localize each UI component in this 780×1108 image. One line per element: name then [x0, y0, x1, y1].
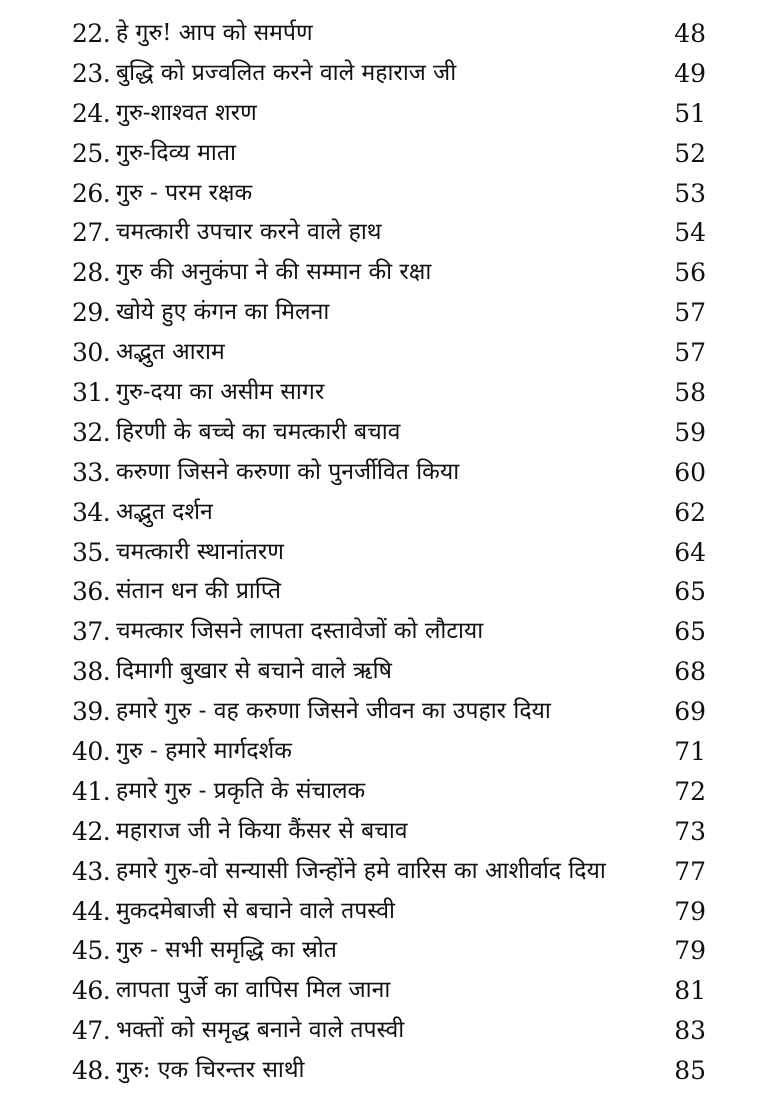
- entry-page-number: 65: [674, 577, 706, 607]
- entry-page-number: 73: [674, 816, 706, 846]
- entry-number: 31.: [72, 378, 111, 408]
- entry-page-number: 71: [674, 737, 706, 767]
- toc-entry: [0, 493, 780, 533]
- toc-entry: [0, 732, 780, 772]
- entry-page-number: 57: [674, 298, 706, 328]
- entry-number: 48.: [72, 1056, 111, 1086]
- entry-title: हिरणी के बच्चे का चमत्कारी बचाव: [116, 418, 401, 445]
- entry-title: गुरु - सभी समृद्धि का स्रोत: [116, 937, 337, 964]
- entry-title: हमारे गुरु - वह करुणा जिसने जीवन का उपहार दिया: [116, 698, 551, 725]
- entry-number: 40.: [72, 737, 111, 767]
- toc-entry: [0, 612, 780, 652]
- entry-number: 28.: [72, 258, 111, 288]
- entry-title: चमत्कारी स्थानांतरण: [116, 538, 284, 565]
- entry-page-number: 79: [674, 896, 706, 926]
- entry-number: 47.: [72, 1016, 111, 1046]
- entry-title: गुरु - परम रक्षक: [116, 179, 253, 206]
- entry-title: गुरु-शाश्वत शरण: [116, 99, 257, 126]
- toc-entry: [0, 1051, 780, 1091]
- entry-number: 30.: [72, 338, 111, 368]
- entry-number: 35.: [72, 537, 111, 567]
- entry-title: लापता पुर्जे का वापिस मिल जाना: [116, 977, 391, 1004]
- entry-title: गुरु-दिव्य माता: [116, 139, 236, 166]
- entry-title: भक्तों को समृद्ध बनाने वाले तपस्वी: [116, 1017, 405, 1044]
- toc-entry: [0, 453, 780, 493]
- entry-number: 37.: [72, 617, 111, 647]
- entry-page-number: 52: [674, 138, 706, 168]
- entry-title: हे गुरु! आप को समर्पण: [116, 20, 313, 46]
- entry-title: चमत्कार जिसने लापता दस्तावेजों को लौटाया: [116, 618, 484, 645]
- toc-entry: [0, 572, 780, 612]
- entry-number: 43.: [72, 856, 111, 886]
- table-of-contents: [0, 14, 780, 1091]
- toc-entry: [0, 134, 780, 174]
- entry-number: 39.: [72, 697, 111, 727]
- entry-number: 25.: [72, 138, 111, 168]
- entry-number: 29.: [72, 298, 111, 328]
- entry-page-number: 62: [674, 497, 706, 527]
- toc-entry: [0, 692, 780, 732]
- toc-entry: [0, 413, 780, 453]
- entry-title: मुकदमेबाजी से बचाने वाले तपस्वी: [116, 897, 395, 924]
- entry-title: अद्भुत दर्शन: [116, 498, 213, 525]
- entry-number: 38.: [72, 657, 111, 687]
- entry-page-number: 56: [674, 258, 706, 288]
- toc-entry: [0, 812, 780, 852]
- entry-page-number: 60: [674, 457, 706, 487]
- entry-number: 36.: [72, 577, 111, 607]
- toc-entry: [0, 772, 780, 812]
- entry-number: 23.: [72, 58, 111, 88]
- entry-title: महाराज जी ने किया कैंसर से बचाव: [116, 817, 408, 844]
- entry-number: 44.: [72, 896, 111, 926]
- entry-title: बुद्धि को प्रज्वलित करने वाले महाराज जी: [116, 59, 457, 86]
- entry-number: 34.: [72, 497, 111, 527]
- toc-entry: [0, 971, 780, 1011]
- entry-page-number: 48: [674, 19, 706, 48]
- entry-page-number: 64: [674, 537, 706, 567]
- toc-entry: [0, 1011, 780, 1051]
- entry-page-number: 58: [674, 378, 706, 408]
- entry-title: गुरु-दया का असीम सागर: [116, 379, 325, 406]
- entry-number: 46.: [72, 976, 111, 1006]
- entry-page-number: 54: [674, 218, 706, 248]
- entry-page-number: 57: [674, 338, 706, 368]
- toc-entry: [0, 293, 780, 333]
- toc-entry: [0, 253, 780, 293]
- entry-page-number: 72: [674, 776, 706, 806]
- entry-number: 42.: [72, 816, 111, 846]
- entry-number: 45.: [72, 936, 111, 966]
- toc-entry: [0, 533, 780, 573]
- entry-number: 32.: [72, 417, 111, 447]
- entry-number: 26.: [72, 178, 111, 208]
- entry-title: चमत्कारी उपचार करने वाले हाथ: [116, 219, 382, 246]
- entry-page-number: 49: [674, 58, 706, 88]
- toc-entry: [0, 333, 780, 373]
- toc-entry: [0, 852, 780, 892]
- entry-page-number: 79: [674, 936, 706, 966]
- entry-page-number: 59: [674, 417, 706, 447]
- entry-title: खोये हुए कंगन का मिलना: [116, 299, 330, 326]
- entry-page-number: 51: [674, 98, 706, 128]
- entry-title: गुरु: एक चिरन्तर साथी: [116, 1057, 305, 1084]
- toc-entry: [0, 54, 780, 94]
- entry-page-number: 68: [674, 657, 706, 687]
- entry-page-number: 81: [674, 976, 706, 1006]
- toc-entry: [0, 213, 780, 253]
- toc-entry: [0, 892, 780, 932]
- entry-page-number: 65: [674, 617, 706, 647]
- toc-entry: [0, 174, 780, 214]
- entry-title: गुरु - हमारे मार्गदर्शक: [116, 738, 292, 765]
- entry-title: अद्भुत आराम: [116, 339, 225, 366]
- entry-title: हमारे गुरु-वो सन्यासी जिन्होंने हमे वारिस का आशीर्वाद दिया: [116, 857, 606, 884]
- entry-title: संतान धन की प्राप्ति: [116, 578, 282, 605]
- entry-number: 27.: [72, 218, 111, 248]
- entry-number: 41.: [72, 776, 111, 806]
- toc-entry: [0, 14, 780, 54]
- entry-number: 22.: [72, 19, 111, 48]
- entry-page-number: 77: [674, 856, 706, 886]
- entry-number: 33.: [72, 457, 111, 487]
- toc-entry: [0, 652, 780, 692]
- entry-title: गुरु की अनुकंपा ने की सम्मान की रक्षा: [116, 259, 432, 286]
- entry-page-number: 85: [674, 1056, 706, 1086]
- entry-title: दिमागी बुखार से बचाने वाले ऋषि: [116, 658, 392, 685]
- entry-page-number: 69: [674, 697, 706, 727]
- entry-number: 24.: [72, 98, 111, 128]
- entry-title: करुणा जिसने करुणा को पुनर्जीवित किया: [116, 458, 460, 485]
- toc-entry: [0, 373, 780, 413]
- toc-entry: [0, 931, 780, 971]
- entry-page-number: 53: [674, 178, 706, 208]
- entry-title: हमारे गुरु - प्रकृति के संचालक: [116, 777, 366, 804]
- entry-page-number: 83: [674, 1016, 706, 1046]
- toc-entry: [0, 94, 780, 134]
